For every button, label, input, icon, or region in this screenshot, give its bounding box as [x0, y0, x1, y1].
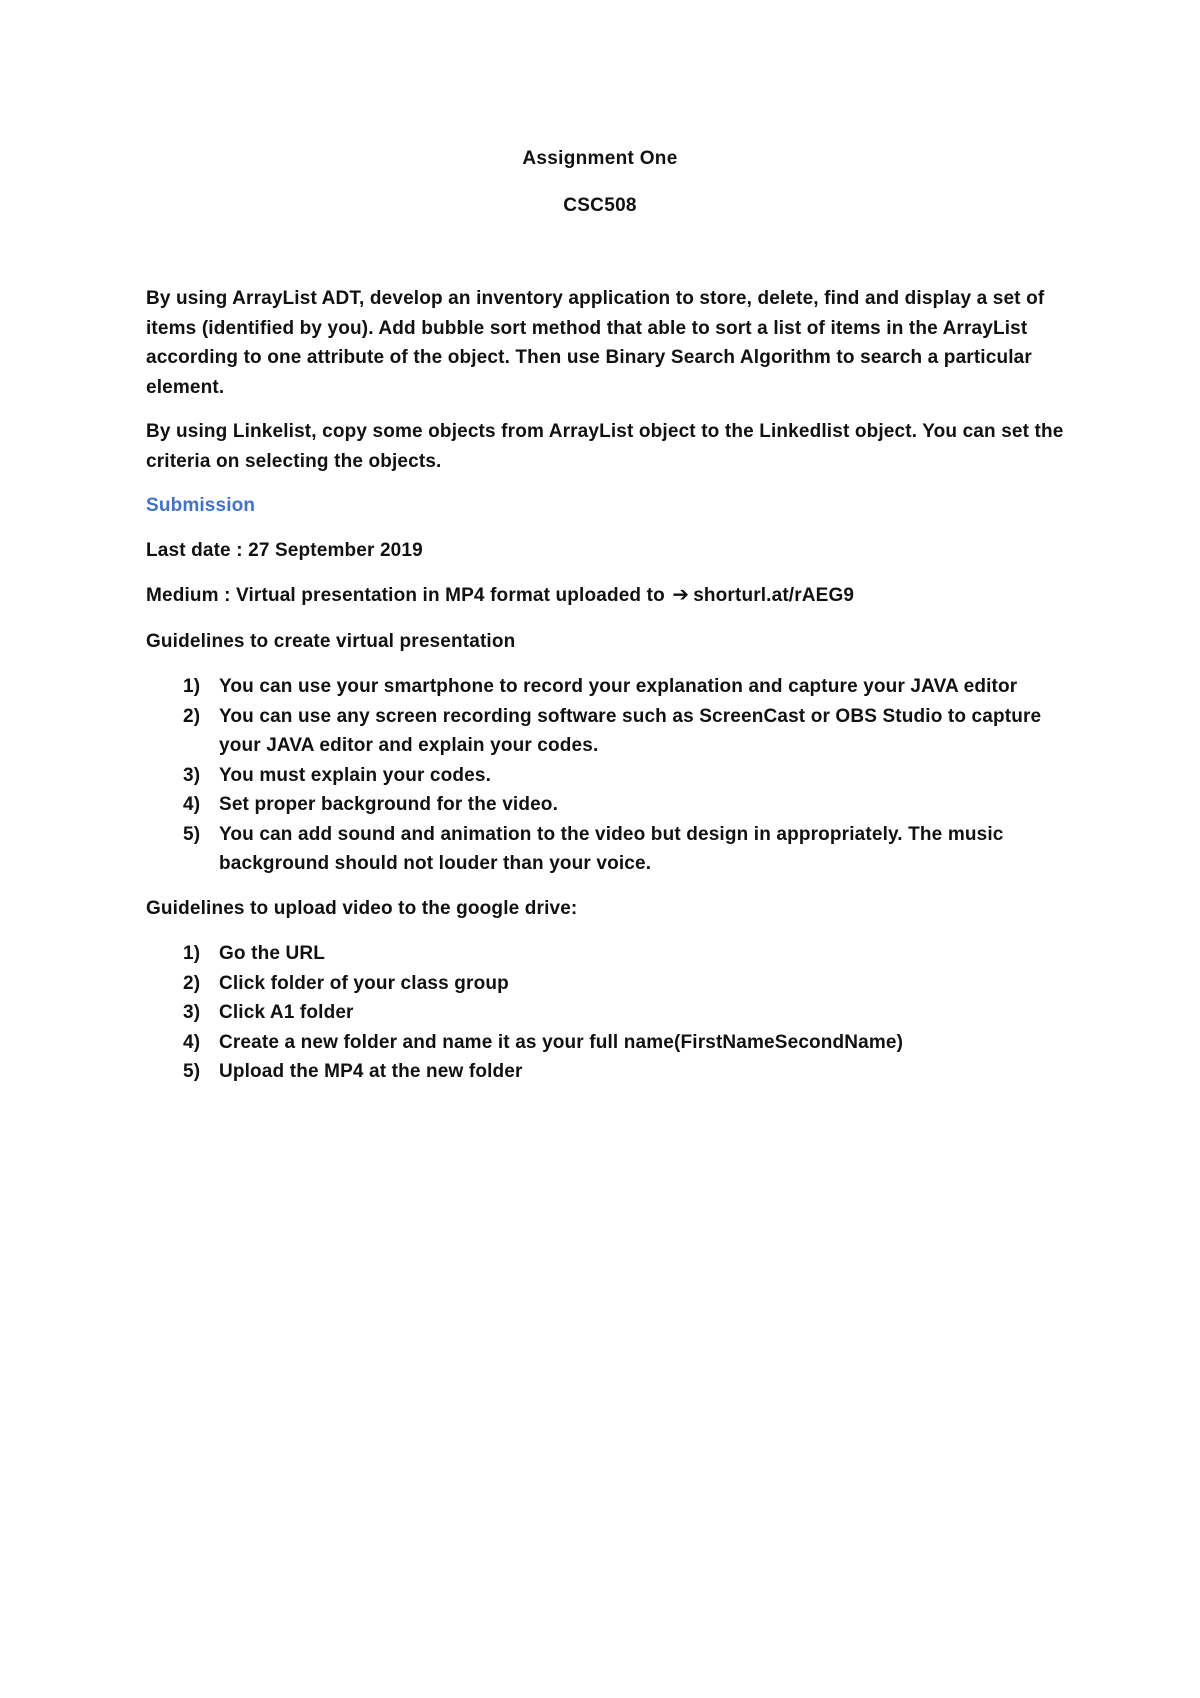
list-item-text: You can use your smartphone to record your explanation and capture your JAVA editor — [219, 676, 1018, 697]
list-item — [146, 672, 1066, 702]
list-item-text: You must explain your codes. — [219, 764, 492, 786]
medium-link[interactable]: shorturl.at/rAEG9 — [693, 585, 855, 606]
document-title: Assignment One — [522, 148, 678, 169]
list-number: 3) — [183, 1002, 201, 1023]
list-item-text: Go the URL — [219, 943, 325, 964]
list-item-text: Create a new folder and name it as your full name(FirstNameSecondName) — [219, 1031, 904, 1053]
list-item-text: Click folder of your class group — [219, 972, 509, 994]
list-number: 3) — [183, 764, 201, 786]
presentation-guidelines-heading: Guidelines to create virtual presentation — [146, 630, 516, 652]
list-number: 4) — [183, 1031, 201, 1053]
list-item-text: You can use any screen recording software such as ScreenCast or OBS Studio to capture your JAVA editor and explain your codes. — [219, 705, 1042, 756]
list-item — [146, 790, 1066, 820]
assignment-description: By using ArrayList ADT, develop an inventory application to store, delete, find and display a set of items (identified by you). Add bubble sort method that able to sort a list of items in the ArrayList according to one attribute of the object. Then use Binary Search Algorithm to search a particular element. — [146, 288, 1045, 398]
upload-guidelines-heading: Guidelines to upload video to the google drive: — [146, 897, 578, 919]
list-item-text: Set proper background for the video. — [219, 794, 558, 815]
list-number: 2) — [183, 705, 201, 727]
list-item — [146, 761, 1066, 791]
last-date: Last date : 27 September 2019 — [146, 539, 423, 561]
medium-text: Medium : Virtual presentation in MP4 format uploaded to — [146, 585, 665, 606]
list-number: 5) — [183, 1061, 201, 1082]
list-item — [146, 1028, 1066, 1058]
upload-guidelines-list — [146, 939, 1066, 1087]
linkedlist-description: By using Linkelist, copy some objects from ArrayList object to the Linkedlist object. You can set the criteria on selecting the objects. — [146, 421, 1064, 472]
list-item — [146, 939, 1066, 969]
list-item-text: You can add sound and animation to the video but design in appropriately. The music background should not louder than your voice. — [219, 823, 1004, 874]
list-item — [146, 969, 1066, 999]
list-number: 5) — [183, 823, 201, 845]
list-number: 1) — [183, 943, 201, 964]
list-item — [146, 702, 1066, 761]
medium-line — [146, 581, 1066, 611]
submission-heading: Submission — [146, 495, 256, 516]
course-code: CSC508 — [563, 195, 637, 216]
list-number: 1) — [183, 676, 201, 697]
presentation-guidelines-list — [146, 672, 1066, 879]
list-item — [146, 1057, 1066, 1087]
document-body — [146, 284, 1066, 1102]
list-number: 2) — [183, 972, 201, 994]
list-item — [146, 998, 1066, 1028]
list-item-text: Upload the MP4 at the new folder — [219, 1061, 523, 1082]
list-number: 4) — [183, 794, 201, 815]
list-item — [146, 820, 1066, 879]
arrow-right-icon: ➔ — [672, 584, 690, 606]
list-item-text: Click A1 folder — [219, 1002, 354, 1023]
